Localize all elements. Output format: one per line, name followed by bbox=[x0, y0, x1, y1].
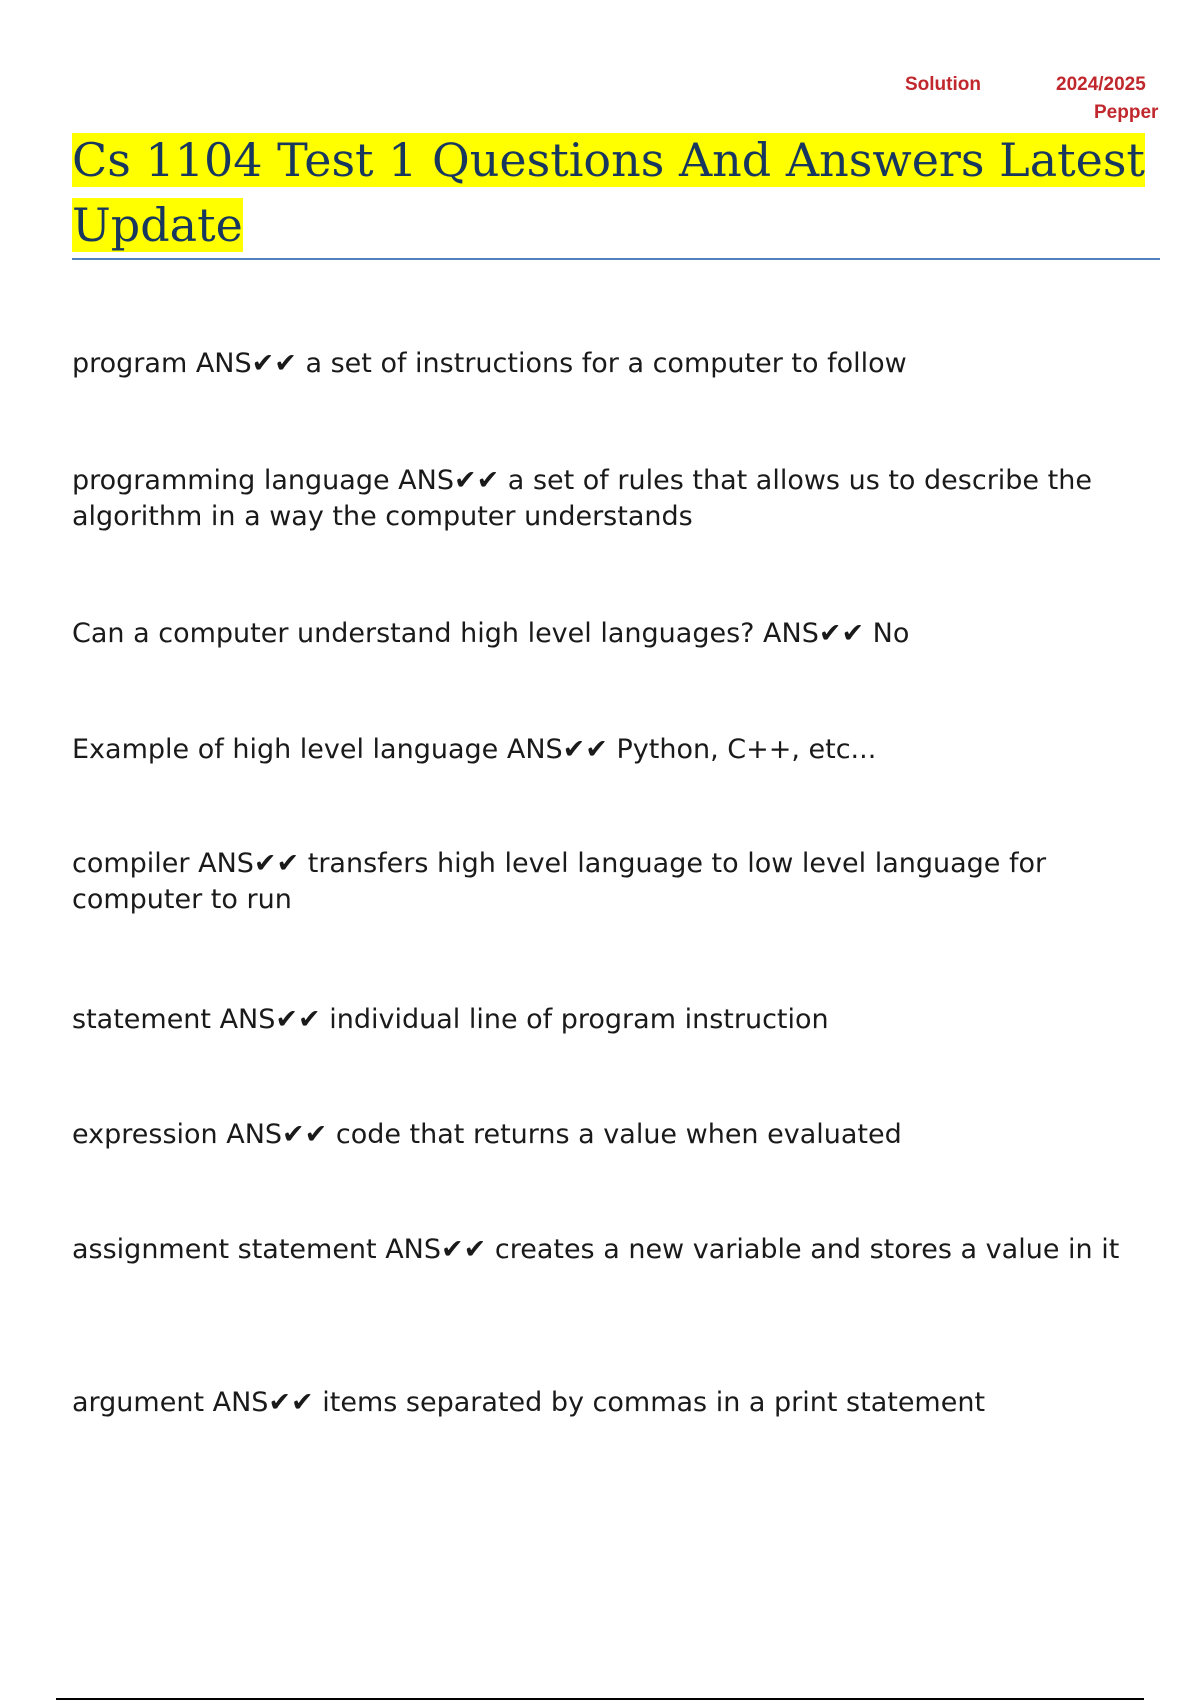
title-divider bbox=[72, 258, 1160, 260]
qa-item-argument: argument ANS✔✔ items separated by commas in a print statement bbox=[72, 1387, 986, 1418]
qa-item-high-level-example: Example of high level language ANS✔✔ Python, C++, etc... bbox=[72, 734, 877, 765]
qa-item-programming-language: programming language ANS✔✔ a set of rules that allows us to describe the algorithm in a way the computer understands bbox=[72, 465, 1092, 532]
header-solution-label: Solution bbox=[905, 74, 981, 95]
qa-item-high-level-understanding: Can a computer understand high level languages? ANS✔✔ No bbox=[72, 618, 910, 649]
header-year: 2024/2025 bbox=[1056, 74, 1146, 95]
qa-item-expression: expression ANS✔✔ code that returns a value when evaluated bbox=[72, 1119, 902, 1150]
document-title-text: Cs 1104 Test 1 Questions And Answers Latest Update bbox=[72, 133, 1145, 252]
document-title bbox=[72, 128, 1152, 258]
qa-item-compiler: compiler ANS✔✔ transfers high level language to low level language for computer to run bbox=[72, 848, 1047, 915]
qa-item-program: program ANS✔✔ a set of instructions for a computer to follow bbox=[72, 348, 907, 379]
header-author: Pepper bbox=[1094, 102, 1159, 123]
qa-item-assignment-statement: assignment statement ANS✔✔ creates a new variable and stores a value in it bbox=[72, 1234, 1120, 1265]
qa-item-statement: statement ANS✔✔ individual line of program instruction bbox=[72, 1004, 829, 1035]
